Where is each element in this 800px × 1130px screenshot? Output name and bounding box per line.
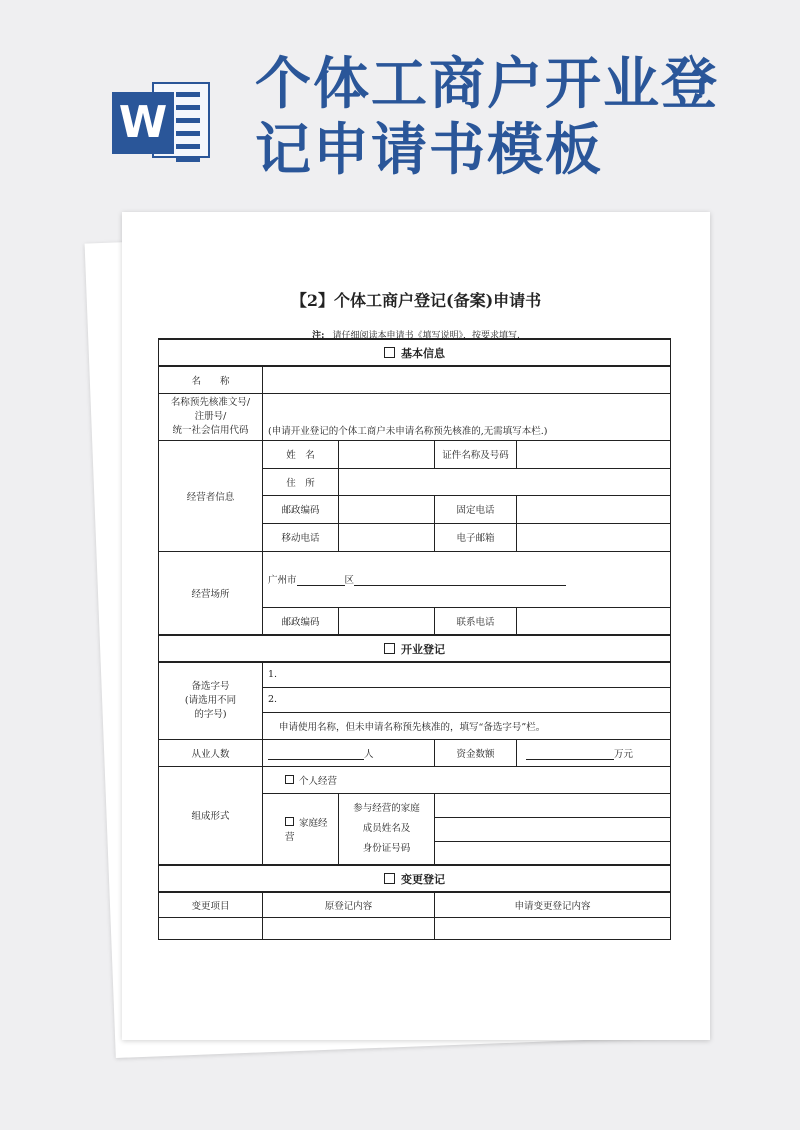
contact-phone-label: 联系电话 (435, 607, 517, 635)
family-members-line-3: 身份证号码 (362, 842, 411, 854)
id-document-field[interactable] (517, 440, 671, 468)
registration-label-line-2: 注册号/ (194, 410, 227, 422)
family-member-row-1[interactable] (435, 793, 671, 817)
section-change-registration (159, 865, 671, 892)
postcode-field[interactable] (339, 495, 435, 523)
family-members-line-2: 成员姓名及 (362, 822, 411, 834)
operator-info-label: 经营者信息 (159, 440, 263, 551)
capital-label: 资金数额 (435, 739, 517, 766)
alt-name-line-3: 的字号) (194, 708, 227, 720)
alt-2-label: 2. (268, 694, 278, 705)
registration-number-field[interactable] (263, 393, 671, 440)
alternative-name-hint: 申请使用名称，但未申请名称预先核准的，填写“备选字号”栏。 (263, 712, 671, 739)
document-page (122, 212, 710, 1040)
original-content-header: 原登记内容 (263, 892, 435, 917)
original-content-cell[interactable] (263, 917, 435, 939)
alternative-name-1-field[interactable] (263, 662, 671, 687)
id-document-label: 证件名称及号码 (435, 440, 517, 468)
checkbox-icon (384, 347, 395, 358)
organization-form-label: 组成形式 (159, 766, 263, 865)
staff-count-blank[interactable] (268, 749, 364, 760)
word-badge: W (112, 92, 174, 154)
section-basic-label: 基本信息 (401, 346, 446, 360)
registration-number-label (159, 393, 263, 440)
individual-checkbox[interactable] (285, 775, 294, 784)
checkbox-icon (384, 873, 395, 884)
capital-field[interactable] (517, 739, 671, 766)
application-form (158, 338, 671, 940)
operator-name-label: 姓 名 (263, 440, 339, 468)
section-opening-registration (159, 635, 671, 662)
checkbox-icon (384, 643, 395, 654)
contact-phone-field[interactable] (517, 607, 671, 635)
alt-name-line-2: (请选用不同 (184, 694, 237, 706)
mobile-label: 移动电话 (263, 523, 339, 551)
individual-label: 个人经营 (299, 775, 338, 787)
new-content-cell[interactable] (435, 917, 671, 939)
city-label: 广州市 (268, 575, 297, 586)
family-member-row-2[interactable] (435, 817, 671, 841)
registration-hint: (申请开业登记的个体工商户未申请名称预先核准的,无需填写本栏.) (268, 425, 548, 437)
alternative-name-2-field[interactable] (263, 687, 671, 712)
alt-1-label: 1. (268, 669, 278, 681)
address-field[interactable] (339, 468, 671, 495)
document-title: 【2】个体工商户登记(备案)申请书 (290, 291, 542, 310)
business-place-field[interactable] (263, 551, 671, 607)
operator-name-field[interactable] (339, 440, 435, 468)
word-icon (112, 70, 212, 170)
name-field[interactable] (263, 366, 671, 393)
staff-count-field[interactable] (263, 739, 435, 766)
new-content-header: 申请变更登记内容 (435, 892, 671, 917)
family-members-label (339, 793, 435, 865)
individual-option[interactable] (263, 766, 671, 793)
email-field[interactable] (517, 523, 671, 551)
alternative-name-label (159, 662, 263, 739)
note-text: 请仔细阅读本申请书《填写说明》，按要求填写. (332, 331, 520, 341)
family-option[interactable] (263, 793, 339, 865)
city-blank[interactable] (297, 575, 345, 586)
address-blank[interactable] (354, 575, 566, 586)
email-label: 电子邮箱 (435, 523, 517, 551)
section-change-label: 变更登记 (401, 872, 446, 886)
staff-count-label: 从业人数 (159, 739, 263, 766)
landline-field[interactable] (517, 495, 671, 523)
family-member-row-3[interactable] (435, 841, 671, 865)
mobile-field[interactable] (339, 523, 435, 551)
capital-blank[interactable] (526, 749, 614, 760)
family-checkbox[interactable] (285, 817, 294, 826)
district-label: 区 (344, 575, 355, 586)
section-open-label: 开业登记 (401, 642, 446, 656)
note-label: 注: (312, 331, 325, 341)
place-postcode-field[interactable] (339, 607, 435, 635)
place-postcode-label: 邮政编码 (263, 607, 339, 635)
staff-unit: 人 (364, 748, 374, 760)
postcode-label: 邮政编码 (263, 495, 339, 523)
section-basic-info (159, 339, 671, 366)
family-label: 家庭经营 (285, 817, 328, 843)
address-label: 住 所 (263, 468, 339, 495)
change-item-header: 变更项目 (159, 892, 263, 917)
family-members-line-1: 参与经营的家庭 (353, 802, 420, 814)
business-place-label: 经营场所 (159, 551, 263, 635)
alt-name-line-1: 备选字号 (191, 680, 230, 692)
landline-label: 固定电话 (435, 495, 517, 523)
change-item-cell[interactable] (159, 917, 263, 939)
registration-label-line-3: 统一社会信用代码 (172, 424, 249, 436)
page-title: 个体工商户开业登记申请书模板 (255, 52, 719, 183)
capital-unit: 万元 (614, 748, 634, 760)
registration-label-line-1: 名称预先核准文号/ (170, 396, 251, 408)
name-label: 名 称 (159, 366, 263, 393)
